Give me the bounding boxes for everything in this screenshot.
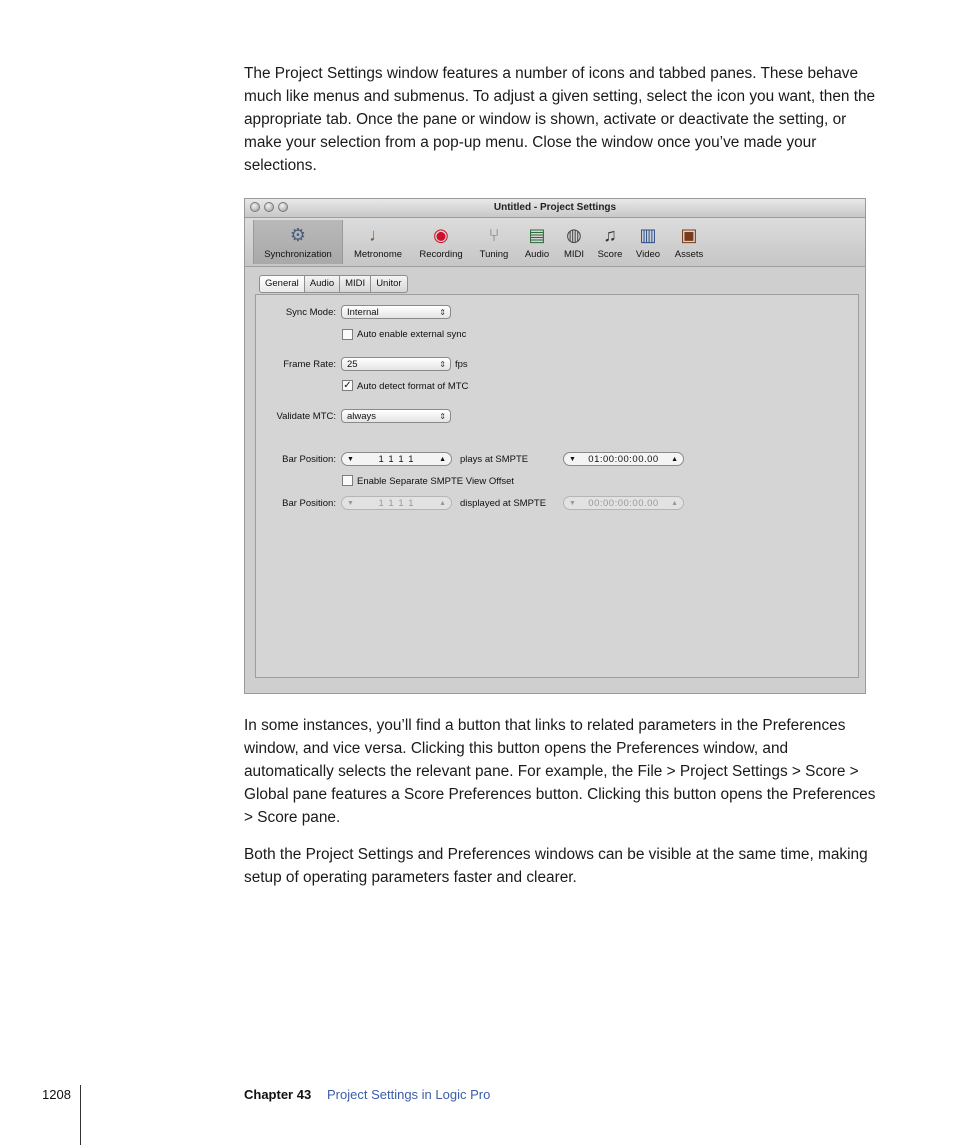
bar-position-display-field <box>341 496 452 510</box>
tab-general[interactable]: General <box>259 275 305 293</box>
toolbar-label: Score <box>597 249 623 260</box>
smpte-display-field <box>563 496 684 510</box>
frame-rate-popup[interactable] <box>341 357 451 371</box>
intro-paragraph: The Project Settings window features a number of icons and tabbed panes. These behave much like menus and submenus. To adjust a given setting, select the icon you want, then the appropriate tab. Once the pane or window is shown, activate or deactivate the setting, or make your selection from a pop-up menu. Close the window once you’ve made your selections. <box>244 65 876 174</box>
validate-mtc-popup[interactable] <box>341 409 451 423</box>
auto-detect-mtc-label: Auto detect format of MTC <box>357 381 469 392</box>
smpte-position-value: 01:00:00:00.00 <box>588 454 659 465</box>
settings-toolbar <box>245 218 865 267</box>
enable-smpte-offset-label: Enable Separate SMPTE View Offset <box>357 476 515 487</box>
frame-rate-label: Frame Rate: <box>283 359 336 370</box>
increment-arrow-icon: ▲ <box>671 500 678 507</box>
toolbar-recording[interactable] <box>413 220 469 264</box>
decrement-arrow-icon: ▼ <box>569 500 576 507</box>
body-paragraph-visibility: Both the Project Settings and Preferences windows can be visible at the same time, making setup of operating parameters faster and clearer. <box>244 846 868 886</box>
footer-divider <box>80 1085 81 1145</box>
toolbar-midi[interactable] <box>558 220 590 264</box>
decrement-arrow-icon: ▼ <box>347 500 354 507</box>
bar-position-display-value: 1 1 1 1 <box>378 498 415 509</box>
briefcase-icon: ▣ <box>680 225 698 245</box>
audio-waveform-icon: ▤ <box>528 225 546 245</box>
smpte-display-value: 00:00:00:00.00 <box>588 498 659 509</box>
page-number: 1208 <box>42 1087 71 1102</box>
auto-detect-mtc-checkbox[interactable] <box>342 380 353 391</box>
toolbar-metronome[interactable] <box>346 220 410 264</box>
enable-smpte-offset-checkbox[interactable] <box>342 475 353 486</box>
plays-at-smpte-label: plays at SMPTE <box>460 454 529 465</box>
popup-arrows-icon: ⇕ <box>439 308 446 317</box>
validate-mtc-value: always <box>347 411 377 422</box>
increment-arrow-icon: ▲ <box>671 456 678 463</box>
frame-rate-value: 25 <box>347 359 358 370</box>
toolbar-label: Metronome <box>353 249 403 260</box>
toolbar-synchronization[interactable] <box>253 220 343 264</box>
toolbar-assets[interactable] <box>669 220 709 264</box>
tab-audio[interactable]: Audio <box>305 275 340 293</box>
window-titlebar <box>245 199 865 218</box>
displayed-at-smpte-label: displayed at SMPTE <box>460 498 547 509</box>
sync-mode-value: Internal <box>347 307 379 318</box>
tab-midi[interactable]: MIDI <box>340 275 371 293</box>
sync-mode-popup[interactable] <box>341 305 451 319</box>
window-title: Untitled - Project Settings <box>493 202 617 213</box>
auto-enable-sync-checkbox[interactable] <box>342 329 353 340</box>
toolbar-label: Video <box>635 249 661 260</box>
chapter-label: Chapter 43 <box>244 1087 312 1102</box>
auto-enable-sync-label: Auto enable external sync <box>357 329 467 340</box>
toolbar-label: Tuning <box>479 249 509 260</box>
settings-tabs <box>259 275 408 291</box>
popup-arrows-icon: ⇕ <box>439 360 446 369</box>
toolbar-label: Synchronization <box>264 249 332 260</box>
toolbar-label: Recording <box>419 249 463 260</box>
toolbar-audio[interactable] <box>518 220 556 264</box>
increment-arrow-icon: ▲ <box>439 456 446 463</box>
film-strip-icon: ▥ <box>639 225 657 245</box>
general-pane <box>255 294 859 678</box>
score-notes-icon: ♫ <box>603 225 617 245</box>
chapter-title-link[interactable]: Project Settings in Logic Pro <box>327 1087 491 1102</box>
toolbar-tuning[interactable] <box>473 220 515 264</box>
validate-mtc-label: Validate MTC: <box>276 411 336 422</box>
tab-unitor[interactable]: Unitor <box>371 275 407 293</box>
metronome-icon: ♩ <box>369 225 387 245</box>
body-paragraph-preferences: In some instances, you’ll find a button that links to related parameters in the Preferences window, and vice versa. Clicking this button opens the Preferences window, and automatically selects the relevant pane. For example, the File > Project Settings > Score > Global pane features a Score Preferences button. Clicking this button opens the Preferences > Score pane. <box>244 717 876 826</box>
decrement-arrow-icon: ▼ <box>347 456 354 463</box>
project-settings-window-screenshot <box>244 198 866 694</box>
checkmark-icon: ✓ <box>343 380 352 391</box>
decrement-arrow-icon: ▼ <box>569 456 576 463</box>
bar-position-field[interactable] <box>341 452 452 466</box>
midi-connector-icon: ◍ <box>566 225 582 245</box>
popup-arrows-icon: ⇕ <box>439 412 446 421</box>
tuning-fork-icon: ⑂ <box>488 225 500 245</box>
fps-label: fps <box>455 359 468 370</box>
bar-position-value: 1 1 1 1 <box>378 454 415 465</box>
bar-position-display-label: Bar Position: <box>282 498 336 509</box>
record-icon: ◉ <box>433 225 449 245</box>
toolbar-score[interactable] <box>592 220 628 264</box>
toolbar-label: MIDI <box>563 249 585 260</box>
toolbar-label: Audio <box>524 249 550 260</box>
toolbar-label: Assets <box>674 249 704 260</box>
gears-icon: ⚙ <box>289 225 307 245</box>
toolbar-video[interactable] <box>630 220 666 264</box>
smpte-position-field[interactable] <box>563 452 684 466</box>
increment-arrow-icon: ▲ <box>439 500 446 507</box>
sync-mode-label: Sync Mode: <box>285 307 336 318</box>
bar-position-label: Bar Position: <box>282 454 336 465</box>
